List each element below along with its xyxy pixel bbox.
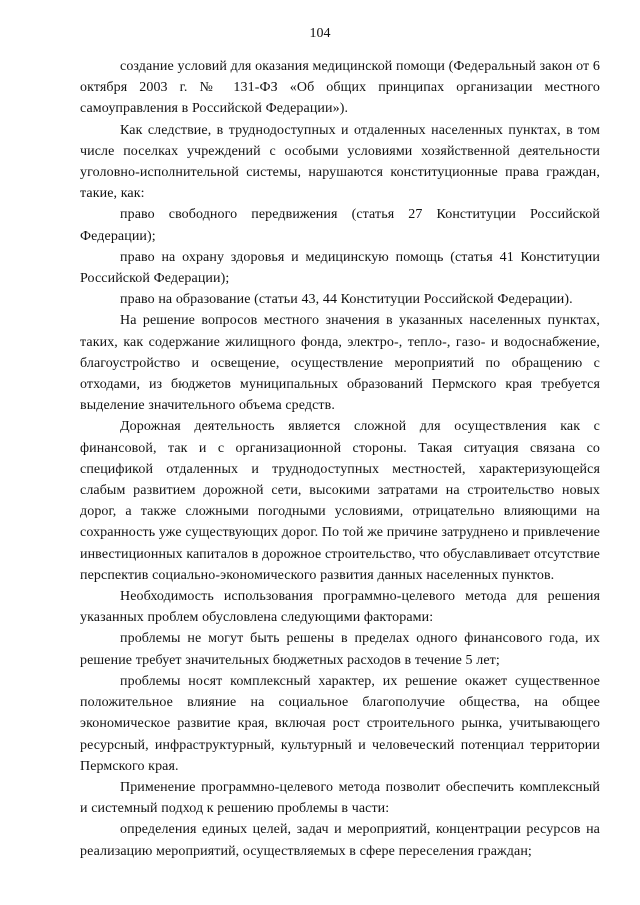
paragraph-11: Применение программно-целевого метода позволит обеспечить комплексный и системный подход к решению проблемы в части: (80, 779, 600, 817)
document-body (80, 56, 600, 862)
paragraph-7: Дорожная деятельность является сложной для осуществления как с финансовой, так и с организационной стороны. Такая ситуация связана со спецификой отдаленных и труднодоступных местностей, характеризующейся слабым развитием дорожной сети, высокими затратами на строительство новых дорог, а также сложными погодными условиями, отрицательно влияющими на сохранность уже существующих дорог. По той же причине затруднено и привлечение инвестиционных капиталов в дорожное строительство, что обуславливает отсутствие перспектив социально-экономического развития данных населенных пунктов. (80, 419, 600, 583)
paragraph-10: проблемы носят комплексный характер, их решение окажет существенное положительное влияние на социальное благополучие общества, на общее экономическое развитие края, включая рост строительного рынка, учитывающего ресурсный, инфраструктурный, культурный и человеческий потенциал территории Пермского края. (80, 673, 600, 774)
paragraph-8: Необходимость использования программно-целевого метода для решения указанных проблем обусловлена следующими факторами: (80, 589, 600, 626)
paragraph-3: право свободного передвижения (статья 27 Конституции Российской Федерации); (80, 207, 600, 244)
paragraph-2: Как следствие, в труднодоступных и отдаленных населенных пунктах, в том числе поселках учреждений с особыми условиями хозяйственной деятельности уголовно-исполнительной системы, нарушаются конституционные права граждан, такие, как: (80, 122, 600, 202)
paragraph-12: определения единых целей, задач и мероприятий, концентрации ресурсов на реализацию мероприятий, осуществляемых в сфере переселения граждан; (80, 822, 600, 859)
paragraph-4: право на охрану здоровья и медицинскую помощь (статья 41 Конституции Российской Федерации); (80, 249, 600, 287)
paragraph-5: право на образование (статьи 43, 44 Конституции Российской Федерации). (120, 292, 573, 308)
paragraph-6: На решение вопросов местного значения в указанных населенных пунктах, таких, как содержание жилищного фонда, электро-, тепло-, газо- и водоснабжение, благоустройство и освещение, осуществление мероприятий по обращению с отходами, из бюджетов муниципальных образований Пермского края требуется выделение значительного объема средств. (80, 313, 600, 414)
paragraph-9: проблемы не могут быть решены в пределах одного финансового года, их решение требует значительных бюджетных расходов в течение 5 лет; (80, 631, 600, 668)
page-number: 104 (309, 26, 331, 41)
paragraph-1: создание условий для оказания медицинской помощи (Федеральный закон от 6 октября 2003 г. № 131-ФЗ «Об общих принципах организации местного самоуправления в Российской Федерации»). (80, 59, 600, 117)
